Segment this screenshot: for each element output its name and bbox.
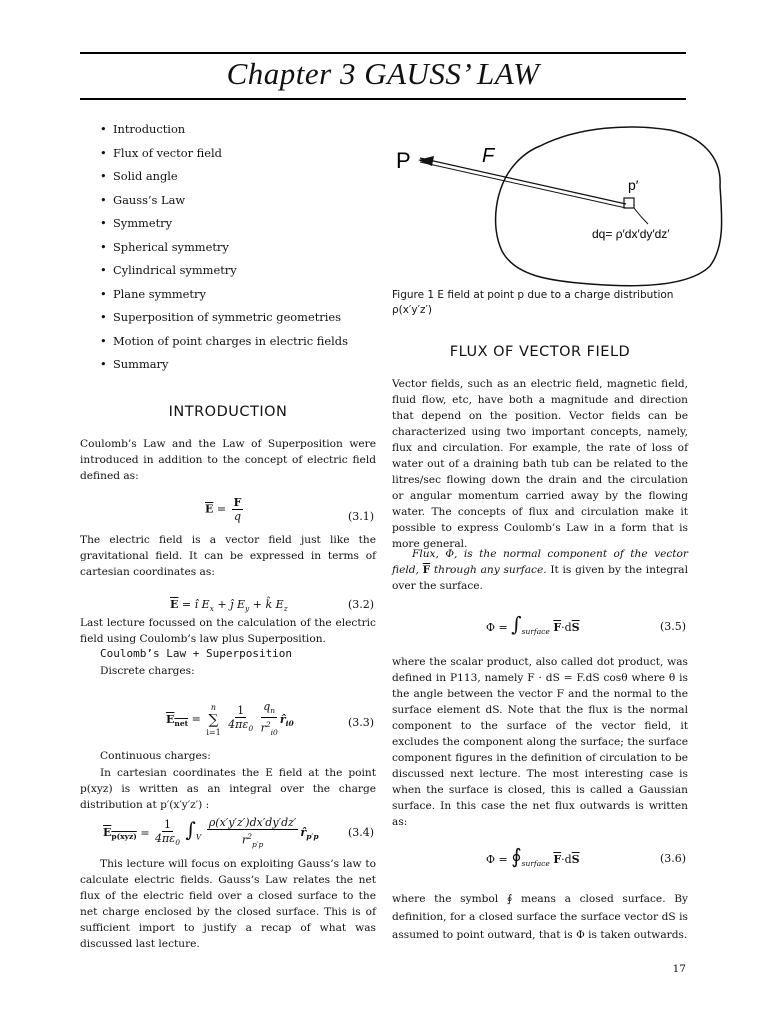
toc-item: • Gauss’s Law [100, 189, 348, 213]
equation-number: (3.5) [660, 620, 687, 633]
chapter-title: Chapter 3 GAUSS’ LAW [226, 56, 540, 91]
flux-heading: FLUX OF VECTOR FIELD [449, 344, 631, 360]
toc-item: • Motion of point charges in electric fields [100, 330, 348, 354]
charge-blob-outline [496, 127, 722, 286]
intro-paragraph-4: In cartesian coordinates the E field at the point p(xyz) is written as an integral over the charge distribution at p′(x′y′z′) : [80, 767, 376, 811]
continuous-charges-label: Continuous charges: [100, 750, 211, 762]
field-arrow-line [420, 158, 626, 204]
point-pprime-label: p′ [628, 177, 639, 193]
equation-3-6: $\Phi = ∮_{surface}$ $\overline{F}\cdot d\overline{S}$ [486, 844, 580, 869]
charge-element-box [624, 198, 634, 208]
flux-paragraph-1: Vector fields, such as an electric field, magnetic field, fluid flow, etc, have both a magnitude and direction that depend on the position. Vector fields can be characterized using two important concepts, namely, flux and circulation. For example, the rate of loss of water out of a draining bath tub can be related to the litres/sec flowing down the drain and the circulation or angular momentum carried away by the flowing water. The concepts of flux and circulation make it possible to express Coulomb’s Law in a form that is more general. [392, 378, 688, 550]
flux-paragraph-4: where the symbol ∮ means a closed surface. By definition, for a closed surface the surface vector dS is assumed to point outward, that is Φ is taken outwards. [392, 893, 688, 941]
equation-3-2: $\overline{E}$ = î $E_x$ + ĵ $E_y$ + k̂ $E_z$ [170, 598, 288, 614]
toc-item: • Superposition of symmetric geometries [100, 306, 348, 330]
equation-3-5: $\Phi = \int_{surface}$ $\overline{F}\cdot d\overline{S}$ [486, 612, 580, 637]
dq-label: dq= ρ′dx′dy′dz′ [592, 227, 670, 241]
equation-3-3: $E_{net}$ = n ∑ i=1 $\frac{1}{4\pi\varepsilon_0}$ $\frac{q_n}{r^2_{i0}}$ $r̂_{i0}$ [166, 700, 294, 738]
flux-paragraph-3: where the scalar product, also called dot product, was defined in P113, namely F · dS = F.dS cosθ where θ is the angle between the vector F and the normal to the surface element dS. Note that the flux is the normal component to the surface of the vector field, it excludes the component along the surface; the surface component figures in the definition of circulation to be discussed next lecture. The most interesting case is when the surface is closed, this is called a Gaussian surface. In this case the net flux outwards is written as: [392, 656, 688, 828]
toc-item: • Introduction [100, 118, 348, 142]
toc-item: • Flux of vector field [100, 142, 348, 166]
coulomb-superposition: Coulomb’s Law + Superposition [100, 647, 293, 660]
toc-item: • Spherical symmetry [100, 236, 348, 260]
title-rule [80, 98, 686, 100]
intro-paragraph-1: Coulomb’s Law and the Law of Superposition were introduced in addition to the concept of electric field defined as: [80, 438, 376, 482]
figure-caption: Figure 1 E field at point p due to a charge distribution ρ(x′y′z′) [392, 289, 674, 316]
equation-number: (3.6) [660, 852, 687, 865]
field-arrow-line [420, 162, 626, 208]
page-number: 17 [672, 963, 686, 975]
equation-number: (3.2) [348, 598, 375, 611]
intro-paragraph-5: This lecture will focus on exploiting Gauss’s law to calculate electric fields. Gauss’s Law relates the net flux of the electric field over a closed surface to the net charge enclosed by the closed surface. This is of sufficient import to justify a recap of what was discussed last lecture. [80, 858, 376, 950]
charge-distribution-figure [390, 116, 730, 292]
equation-number: (3.1) [348, 510, 375, 523]
toc-item: • Solid angle [100, 165, 348, 189]
vector-f-label: F [482, 145, 495, 167]
equation-3-1: $\overline{E}$ = $\frac{F}{q}$ [205, 496, 242, 523]
toc-item: • Cylindrical symmetry [100, 259, 348, 283]
flux-paragraph-2: Flux, Φ, is the normal component of the vector field, $\overline{F}$ through any surface. It is given by the integral over the surface. [392, 548, 688, 592]
point-p-label: P [396, 148, 411, 173]
discrete-charges-label: Discrete charges: [100, 665, 195, 677]
top-rule [80, 52, 686, 54]
table-of-contents [100, 118, 348, 377]
intro-paragraph-2: The electric field is a vector field just like the gravitational field. It can be expressed in terms of cartesian coordinates as: [80, 534, 376, 578]
equation-3-4: $E_{p(xyz)}$ = $\frac{1}{4\pi\varepsilon_0}$ $\int_V$ $\frac{\rho(x'y'z')dx'dy'dz'}{r^2_{p'p}}$ $r̂_{p'p}$ [103, 816, 319, 849]
equation-number: (3.4) [348, 826, 375, 839]
element-line [634, 208, 648, 224]
toc-item: • Summary [100, 353, 348, 377]
equation-number: (3.3) [348, 716, 375, 729]
toc-item: • Symmetry [100, 212, 348, 236]
intro-paragraph-3: Last lecture focussed on the calculation of the electric field using Coulomb’s law plus Superposition. [80, 617, 376, 645]
introduction-heading: INTRODUCTION [168, 404, 288, 420]
toc-item: • Plane symmetry [100, 283, 348, 307]
